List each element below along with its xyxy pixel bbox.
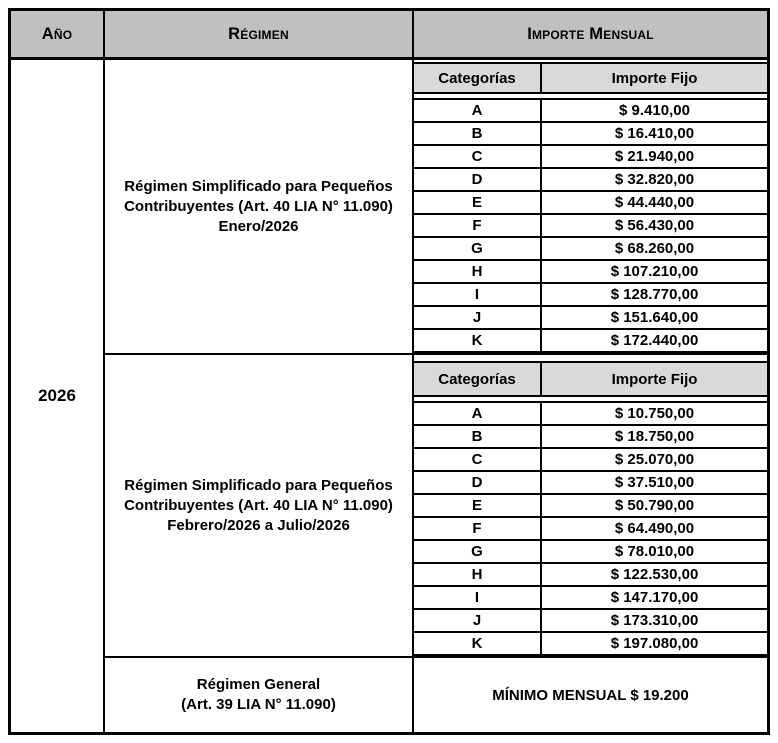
amount-cell: $ 44.440,00 xyxy=(614,194,695,211)
table-row xyxy=(414,495,767,518)
category-cell: D xyxy=(414,472,542,493)
section-regimen-general xyxy=(105,658,767,732)
amount-cell: $ 18.750,00 xyxy=(614,428,695,445)
minimo-mensual-value: MÍNIMO MENSUAL $ 19.200 xyxy=(492,686,689,704)
amount-cell: $ 64.490,00 xyxy=(614,520,695,537)
subtable-rows xyxy=(414,401,767,656)
category-cell: G xyxy=(414,541,542,562)
table-row xyxy=(414,541,767,564)
category-cell: K xyxy=(414,330,542,351)
table-row xyxy=(414,330,767,353)
table-body xyxy=(11,60,767,732)
amount-cell: $ 21.940,00 xyxy=(614,148,695,165)
importe-subtable xyxy=(414,355,767,656)
amount-cell: $ 172.440,00 xyxy=(610,332,699,349)
category-cell: I xyxy=(414,284,542,305)
category-cell: A xyxy=(414,403,542,424)
amount-cell: $ 197.080,00 xyxy=(610,635,699,652)
table-row xyxy=(414,564,767,587)
regimen-line: Febrero/2026 a Julio/2026 xyxy=(167,516,350,534)
subtable-header-row xyxy=(414,361,767,397)
amount-cell: $ 56.430,00 xyxy=(614,217,695,234)
table-header-row xyxy=(11,11,767,60)
amount-cell: $ 25.070,00 xyxy=(614,451,695,468)
header-ano: Año xyxy=(11,11,105,57)
amount-cell: $ 32.820,00 xyxy=(614,171,695,188)
category-cell: J xyxy=(414,307,542,328)
regimen-line: (Art. 39 LIA N° 11.090) xyxy=(181,696,336,713)
amount-cell: $ 147.170,00 xyxy=(610,589,699,606)
table-row xyxy=(414,284,767,307)
category-cell: F xyxy=(414,518,542,539)
category-cell: H xyxy=(414,564,542,585)
header-importe-mensual: Importe Mensual xyxy=(527,24,654,43)
year-cell: 2026 xyxy=(11,60,105,732)
regimen-general-label xyxy=(105,658,414,732)
regimen-line: Contribuyentes (Art. 40 LIA N° 11.090) xyxy=(124,197,393,215)
amount-cell: $ 128.770,00 xyxy=(610,286,699,303)
amount-cell: $ 68.260,00 xyxy=(614,240,695,257)
regimen-line: Régimen General xyxy=(196,676,321,693)
category-cell: K xyxy=(414,633,542,654)
category-cell: E xyxy=(414,192,542,213)
table-row xyxy=(414,169,767,192)
table-row xyxy=(414,426,767,449)
importe-mensual-table xyxy=(8,8,770,735)
subtable-header-row xyxy=(414,62,767,94)
category-cell: B xyxy=(414,426,542,447)
subheader-importe-fijo: Importe Fijo xyxy=(611,69,698,87)
header-regimen: Régimen xyxy=(105,11,414,57)
category-cell: B xyxy=(414,123,542,144)
amount-cell: $ 16.410,00 xyxy=(614,125,695,142)
amount-cell: $ 78.010,00 xyxy=(614,543,695,560)
category-cell: F xyxy=(414,215,542,236)
category-cell: H xyxy=(414,261,542,282)
table-row xyxy=(414,146,767,169)
section-febrero-julio-2026 xyxy=(105,355,767,658)
table-row xyxy=(414,472,767,495)
regimen-line: Contribuyentes (Art. 40 LIA N° 11.090) xyxy=(124,496,393,514)
amount-cell: $ 9.410,00 xyxy=(619,102,690,119)
table-row xyxy=(414,307,767,330)
table-row xyxy=(414,633,767,656)
regimen-line: Enero/2026 xyxy=(218,217,299,235)
amount-cell: $ 10.750,00 xyxy=(614,405,695,422)
table-row xyxy=(414,100,767,123)
regimen-description xyxy=(105,60,414,353)
category-cell: I xyxy=(414,587,542,608)
amount-cell: $ 151.640,00 xyxy=(610,309,699,326)
category-cell: A xyxy=(414,100,542,121)
category-cell: E xyxy=(414,495,542,516)
category-cell: C xyxy=(414,449,542,470)
table-row xyxy=(414,403,767,426)
amount-cell: $ 37.510,00 xyxy=(614,474,695,491)
table-row xyxy=(414,587,767,610)
regimen-line: Régimen Simplificado para Pequeños xyxy=(124,177,393,195)
table-row xyxy=(414,518,767,541)
category-cell: G xyxy=(414,238,542,259)
table-row xyxy=(414,123,767,146)
subheader-categorias: Categorías xyxy=(414,363,542,395)
amount-cell: $ 122.530,00 xyxy=(610,566,699,583)
subtable-rows xyxy=(414,98,767,353)
regimen-description xyxy=(105,355,414,656)
table-row xyxy=(414,192,767,215)
category-cell: D xyxy=(414,169,542,190)
regimen-line: Régimen Simplificado para Pequeños xyxy=(124,476,393,494)
section-enero-2026 xyxy=(105,60,767,355)
amount-cell: $ 173.310,00 xyxy=(610,612,699,629)
table-row xyxy=(414,261,767,284)
regimen-sections xyxy=(105,60,767,732)
subheader-categorias: Categorías xyxy=(414,64,542,92)
subheader-importe-fijo: Importe Fijo xyxy=(611,370,698,388)
amount-cell: $ 107.210,00 xyxy=(610,263,699,280)
table-row xyxy=(414,449,767,472)
table-row xyxy=(414,610,767,633)
category-cell: C xyxy=(414,146,542,167)
amount-cell: $ 50.790,00 xyxy=(614,497,695,514)
table-row xyxy=(414,238,767,261)
importe-subtable xyxy=(414,60,767,353)
category-cell: J xyxy=(414,610,542,631)
table-row xyxy=(414,215,767,238)
